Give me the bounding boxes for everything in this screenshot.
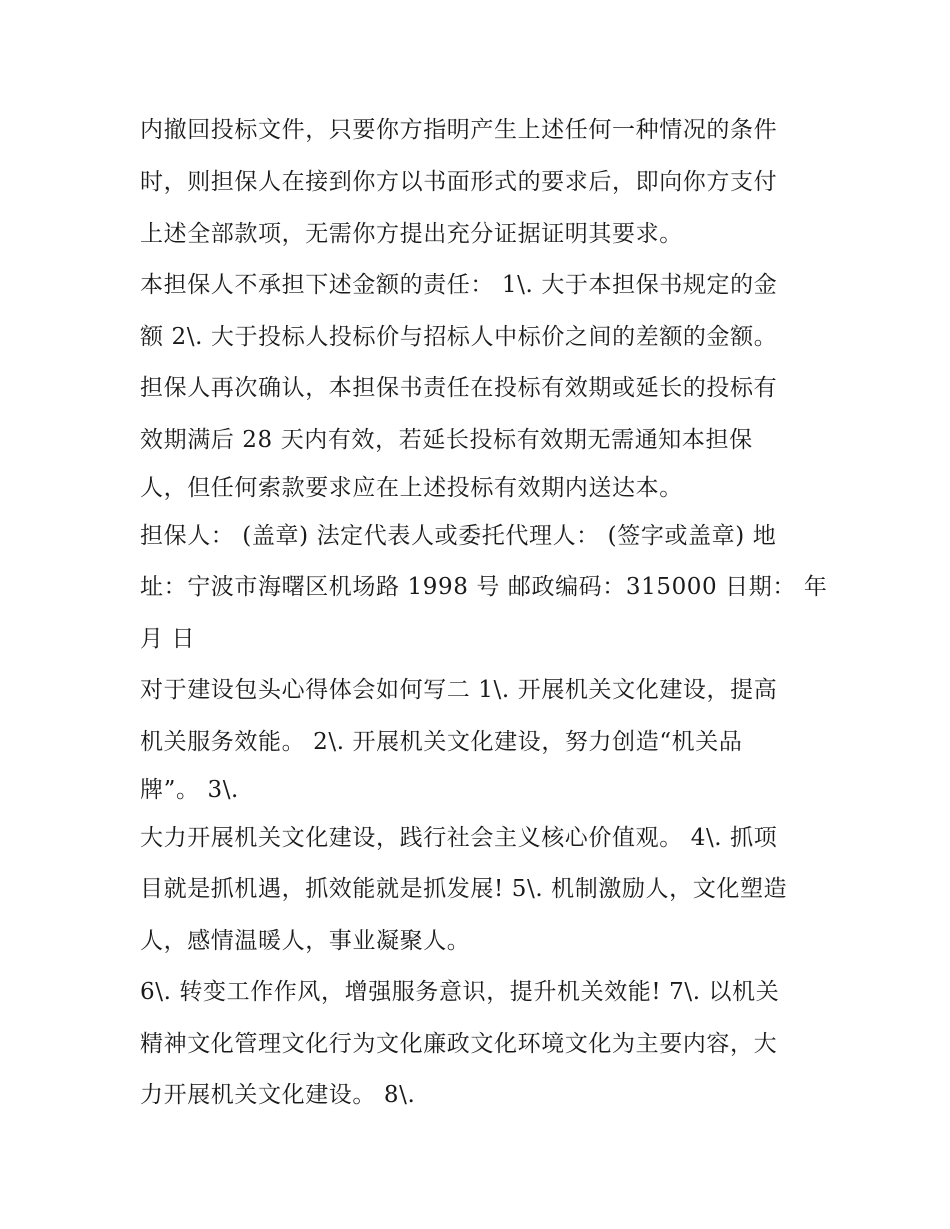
text-line: 月 日 (140, 626, 196, 652)
text-line: 人，感情温暖人，事业凝聚人。 (140, 928, 471, 954)
text-line: 机关服务效能。 2\. 开展机关文化建设，努力创造“机关品 (140, 729, 743, 755)
text-line: 力开展机关文化建设。 8\. (140, 1082, 416, 1108)
text-line: 大力开展机关文化建设，践行社会主义核心价值观。 4\. 抓项 (140, 825, 778, 851)
text-line: 人，但任何索款要求应在上述投标有效期内送达本。 (140, 475, 683, 501)
text-line: 址：宁波市海曙区机场路 1998 号 邮政编码：315000 日期： 年 (140, 574, 828, 600)
text-line: 本担保人不承担下述金额的责任： 1\. 大于本担保书规定的金 (140, 272, 778, 298)
text-line: 担保人： (盖章) 法定代表人或委托代理人： (签字或盖章) 地 (140, 523, 777, 549)
text-line: 6\. 转变工作作风，增强服务意识，提升机关效能! 7\. 以机关 (140, 979, 780, 1005)
text-line: 上述全部款项，无需你方提出充分证据证明其要求。 (140, 221, 683, 247)
text-line: 效期满后 28 天内有效，若延长投标有效期无需通知本担保 (140, 427, 753, 453)
text-line: 担保人再次确认，本担保书责任在投标有效期或延长的投标有 (140, 375, 778, 401)
text-line: 内撤回投标文件，只要你方指明产生上述任何一种情况的条件 (140, 117, 778, 143)
text-line: 精神文化管理文化行为文化廉政文化环境文化为主要内容，大 (140, 1031, 778, 1057)
text-line: 时，则担保人在接到你方以书面形式的要求后，即向你方支付 (140, 169, 778, 195)
text-line: 牌”。 3\. (140, 777, 239, 803)
text-line: 额 2\. 大于投标人投标价与招标人中标价之间的差额的金额。 (140, 324, 778, 350)
text-line: 对于建设包头心得体会如何写二 1\. 开展机关文化建设，提高 (140, 677, 778, 703)
text-line: 目就是抓机遇，抓效能就是抓发展! 5\. 机制激励人，文化塑造 (140, 876, 788, 902)
